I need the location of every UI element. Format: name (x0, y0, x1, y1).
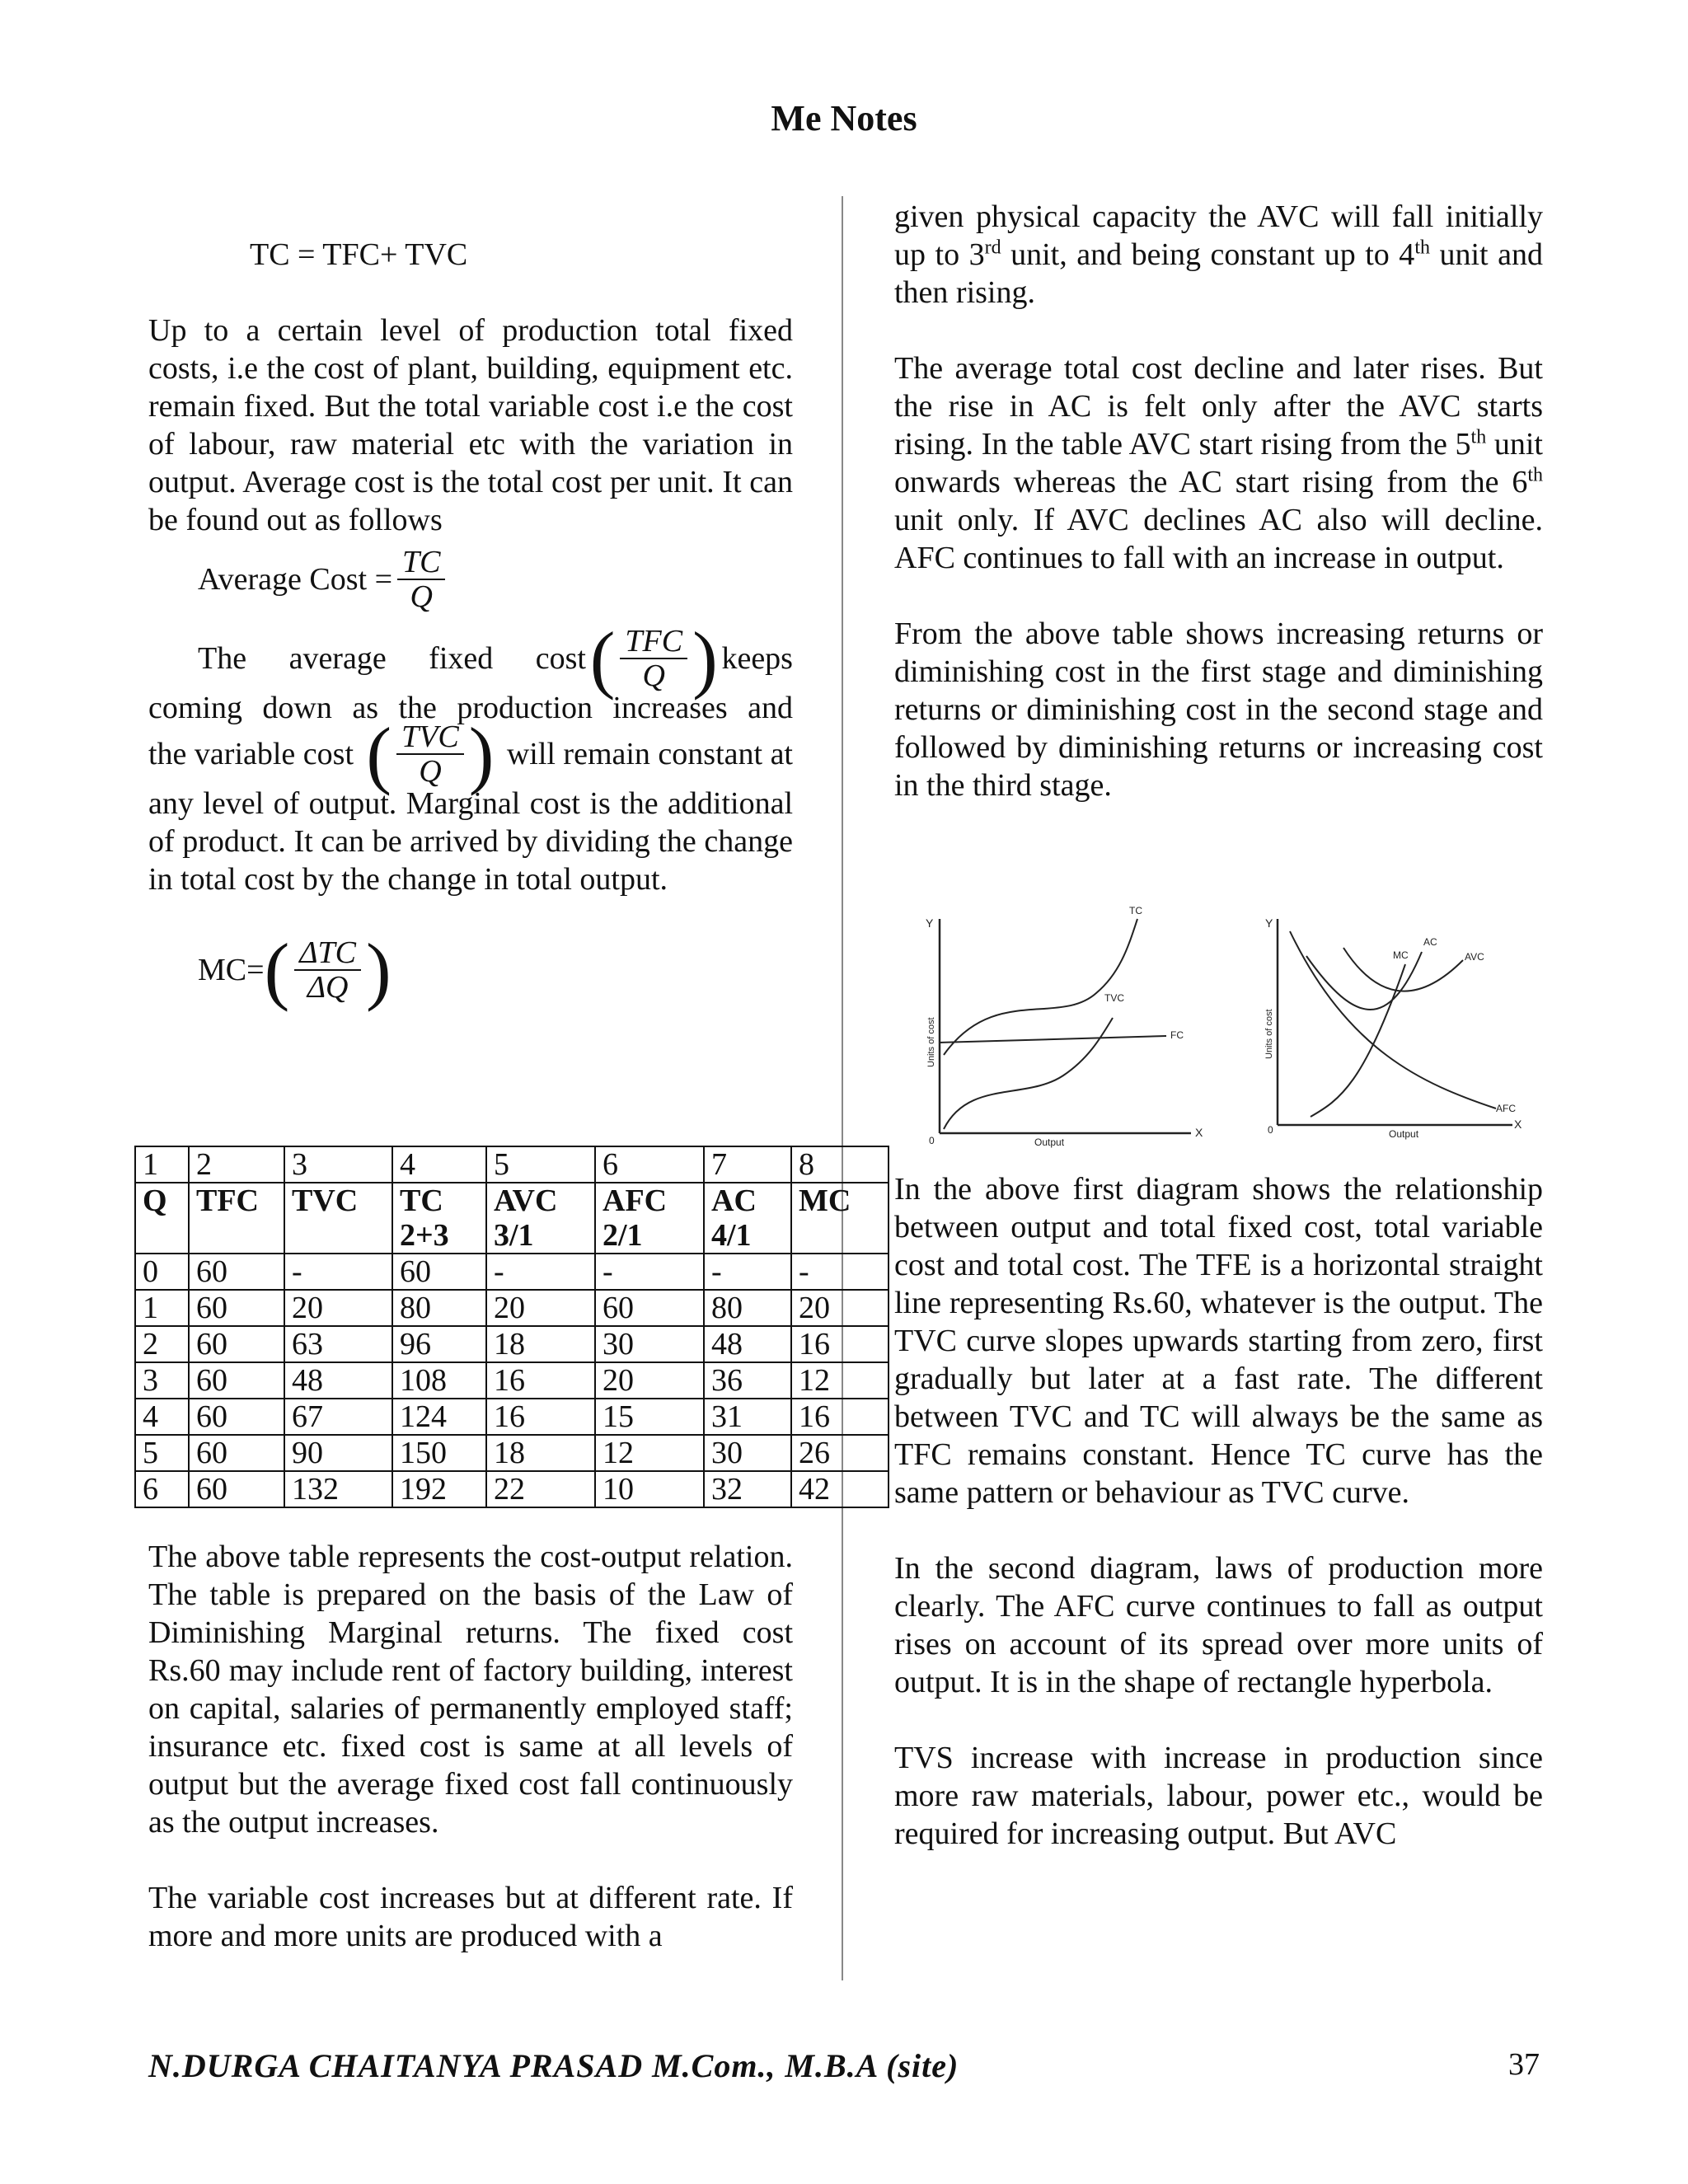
vc-fraction-group: ( $\frac{\text{TVC}}{Q}$ ) (366, 712, 495, 796)
diagram-average-costs (1264, 916, 1522, 1140)
d2-avc-label: AVC (1465, 951, 1484, 963)
table-cell: 132 (284, 1471, 392, 1507)
right-column (894, 198, 1543, 842)
table-cell: 20 (595, 1362, 704, 1399)
header-line: 2/1 (603, 1218, 643, 1253)
table-cell: 22 (486, 1471, 595, 1507)
table-cell: 5 (135, 1435, 189, 1471)
table-cell: 60 (595, 1290, 704, 1326)
table-header-cell (189, 1183, 284, 1254)
footer-author: N.DURGA CHAITANYA PRASAD M.Com., M.B.A (site) (148, 2047, 959, 2084)
mc-formula: MC= ( $\frac{\text{ΔTC}}{\Delta Q}$ ) (198, 928, 392, 1012)
mc-denominator: ΔQ (307, 970, 349, 1005)
header-line: 2+3 (400, 1218, 449, 1253)
d1-fc-label: FC (1170, 1029, 1184, 1041)
table-cell: 124 (392, 1399, 486, 1435)
paragraph-variable-cost: The variable cost increases but at different rate. If more and more units are produced with a (148, 1881, 793, 1953)
d1-y-label: Y (926, 916, 934, 930)
header-line: TC (400, 1183, 443, 1218)
mc-label: MC= (198, 953, 265, 987)
table-cell: 63 (284, 1326, 392, 1362)
table-cell: 32 (704, 1471, 791, 1507)
header-line: TVC (292, 1183, 359, 1218)
table-cell: 150 (392, 1435, 486, 1471)
table-cell: 3 (135, 1362, 189, 1399)
table-cell: 16 (486, 1399, 595, 1435)
table-cell: 60 (189, 1362, 284, 1399)
table-cell: 67 (284, 1399, 392, 1435)
table-cell: 3 (284, 1146, 392, 1183)
table-row (135, 1435, 889, 1471)
table-row (135, 1254, 889, 1290)
header-line: AFC (603, 1183, 668, 1218)
paragraph-second-diagram: In the second diagram, laws of production more clearly. The AFC curve continues to fall as output rises on account of its spread over more units of output. It is in the shape of rectangle hyperbola. (894, 1551, 1543, 1699)
table-cell: 4 (392, 1146, 486, 1183)
d2-y-label: Y (1265, 916, 1273, 930)
table-row (135, 1471, 889, 1507)
table-cell: 60 (189, 1326, 284, 1362)
d1-output-label: Output (1034, 1137, 1065, 1148)
paragraph-avc-fall: given physical capacity the AVC will fall initially up to 3rd unit, and being constant up to 4th unit and then rising. (894, 199, 1543, 310)
table-cell: 60 (189, 1399, 284, 1435)
afc-denominator: Q (642, 658, 665, 693)
table-cell: 80 (704, 1290, 791, 1326)
table-cell: 2 (135, 1326, 189, 1362)
table-cell: - (704, 1254, 791, 1290)
d2-origin: 0 (1268, 1124, 1273, 1136)
header-line: AVC (494, 1183, 558, 1218)
table-cell: 60 (189, 1435, 284, 1471)
d1-tc-curve (944, 919, 1137, 1055)
table-cell: 48 (704, 1326, 791, 1362)
vc-text: the variable cost (148, 737, 354, 771)
table-cell: - (791, 1254, 889, 1290)
left-column-bottom (148, 1538, 793, 1993)
mc-numerator: ΔTC (294, 936, 361, 971)
table-cell: 6 (135, 1471, 189, 1507)
table-cell: 108 (392, 1362, 486, 1399)
d2-x-label: X (1514, 1118, 1522, 1131)
table-header-cell (284, 1183, 392, 1254)
table-cell: 31 (704, 1399, 791, 1435)
d2-units-label: Units of cost (1264, 1009, 1274, 1059)
afc-formula-line (148, 616, 793, 701)
d1-origin: 0 (929, 1135, 935, 1146)
paragraph-fixed-costs: Up to a certain level of production total fixed costs, i.e the cost of plant, building, equipment etc. remain fixed. But the total variable cost i.e the cost of labour, raw material etc with the variation in output. Average cost is the total cost per unit. It can be found out as follows (148, 313, 793, 537)
header-line: MC (799, 1183, 851, 1218)
paragraph-table-description: The above table represents the cost-output relation. The table is prepared on the basis of the Law of Diminishing Marginal returns. The fixed cost Rs.60 may include rent of factory building, interest on capital, salaries of permanently employed staff; insurance etc. fixed cost is same at all levels of output but the average fixed cost fall continuously as the output increases. (148, 1540, 793, 1840)
table-cell: - (486, 1254, 595, 1290)
table-cell: 90 (284, 1435, 392, 1471)
table-cell: 18 (486, 1435, 595, 1471)
cost-output-table (134, 1146, 889, 1508)
table-cell: 20 (284, 1290, 392, 1326)
page-number: 37 (1508, 2047, 1540, 2082)
table-cell: 16 (791, 1399, 889, 1435)
table-row (135, 1326, 889, 1362)
table-cell: 16 (791, 1326, 889, 1362)
table-header-cell (392, 1183, 486, 1254)
d1-units-label: Units of cost (926, 1017, 936, 1067)
table-cell: 6 (595, 1146, 704, 1183)
table-header-cell (486, 1183, 595, 1254)
table-row (135, 1399, 889, 1435)
average-cost-fraction (397, 546, 445, 613)
table-cell: 5 (486, 1146, 595, 1183)
average-cost-label: Average Cost = (198, 562, 392, 597)
table-cell: 8 (791, 1146, 889, 1183)
d2-ac-label: AC (1423, 936, 1437, 948)
afc-post: keeps (721, 641, 793, 676)
table-header-cell (135, 1183, 189, 1254)
header-line: 3/1 (494, 1218, 534, 1253)
cost-curve-diagrams (919, 894, 1545, 1150)
d1-tc-label: TC (1129, 905, 1142, 916)
table-cell: 26 (791, 1435, 889, 1471)
d1-tvc-curve (944, 1018, 1113, 1129)
table-cell: - (595, 1254, 704, 1290)
page-title: Me Notes (771, 98, 917, 138)
table-header-cell (595, 1183, 704, 1254)
d1-x-label: X (1195, 1126, 1203, 1139)
table-cell: 7 (704, 1146, 791, 1183)
afc-text: The average fixed cost (198, 641, 586, 676)
d1-fc-line (940, 1036, 1166, 1043)
table-cell: 30 (704, 1435, 791, 1471)
table-cell: 20 (486, 1290, 595, 1326)
table-cell: 48 (284, 1362, 392, 1399)
paragraph-first-diagram: In the above first diagram shows the relationship between output and total fixed cost, total variable cost and total cost. The TFE is a horizontal straight line representing Rs.60, whatever is the output. The TVC curve slopes upwards starting from zero, first gradually but later at a fast rate. The different between TVC and TC will always be the same as TFC remains constant. Hence TC curve has the same pattern or behaviour as TVC curve. (894, 1172, 1543, 1510)
table-row (135, 1290, 889, 1326)
table-header-cell (704, 1183, 791, 1254)
paragraph-marginal-cost: any level of output. Marginal cost is the additional of product. It can be arrived by dividing the change in total cost by the change in total output. (148, 786, 793, 897)
table-cell: - (284, 1254, 392, 1290)
vc-numerator: TVC (396, 720, 464, 755)
table-cell: 16 (486, 1362, 595, 1399)
header-line: AC (711, 1183, 757, 1218)
right-column-bottom (894, 1170, 1543, 1891)
diagram-total-costs (926, 905, 1203, 1148)
equation-tc: TC = TFC+ TVC (250, 237, 468, 272)
table-cell: 0 (135, 1254, 189, 1290)
column-divider (842, 196, 843, 1980)
paragraph-average-total-cost: The average total cost decline and later rises. But the rise in AC is felt only after the AVC starts rising. In the table AVC start rising from the 5th unit onwards whereas the AC start rising from the 6th unit only. If AVC declines AC also will decline. AFC continues to fall with an increase in output. (894, 351, 1543, 575)
header-line: TFC (196, 1183, 259, 1218)
table-cell: 10 (595, 1471, 704, 1507)
header-line: 4/1 (711, 1218, 752, 1253)
table-cell: 42 (791, 1471, 889, 1507)
table-cell: 1 (135, 1146, 189, 1183)
table-cell: 192 (392, 1471, 486, 1507)
table-cell: 4 (135, 1399, 189, 1435)
afc-fraction-group: ( $\frac{\text{TFC}}{Q}$ ) (589, 616, 718, 701)
table-number-row (135, 1146, 889, 1183)
table-cell: 60 (189, 1471, 284, 1507)
table-cell: 60 (189, 1290, 284, 1326)
table-cell: 12 (595, 1435, 704, 1471)
d2-output-label: Output (1389, 1128, 1419, 1140)
header-line: Q (143, 1183, 167, 1218)
table-cell: 12 (791, 1362, 889, 1399)
table-cell: 60 (392, 1254, 486, 1290)
table-cell: 60 (189, 1254, 284, 1290)
table-cell: 15 (595, 1399, 704, 1435)
table-cell: 20 (791, 1290, 889, 1326)
table-cell: 80 (392, 1290, 486, 1326)
d2-afc-label: AFC (1496, 1103, 1516, 1114)
vc-post: will remain constant at (506, 737, 793, 771)
table-row (135, 1362, 889, 1399)
table-header-cell (791, 1183, 889, 1254)
left-column (148, 198, 793, 1012)
paragraph-returns-stages: From the above table shows increasing returns or diminishing cost in the first stage and diminishing returns or diminishing cost in the second stage and followed by diminishing returns or increasing cost in the third stage. (894, 616, 1543, 803)
line-coming-down: coming down as the production increases and (148, 691, 793, 725)
table-cell: 36 (704, 1362, 791, 1399)
d2-mc-label: MC (1393, 949, 1409, 961)
d1-tvc-label: TVC (1104, 992, 1124, 1004)
table-cell: 96 (392, 1326, 486, 1362)
table-cell: 2 (189, 1146, 284, 1183)
paragraph-tvs-increase: TVS increase with increase in production since more raw materials, labour, power etc., would be required for increasing output. But AVC (894, 1741, 1543, 1851)
avg-numerator: TC (397, 546, 445, 580)
table-cell: 30 (595, 1326, 704, 1362)
table-header-row (135, 1183, 889, 1254)
afc-fraction (620, 625, 687, 692)
avg-denominator: Q (410, 579, 433, 614)
vc-formula-line (148, 712, 793, 796)
table-cell: 18 (486, 1326, 595, 1362)
vc-fraction (396, 720, 464, 788)
d2-mc-curve (1311, 964, 1405, 1117)
afc-numerator: TFC (620, 625, 687, 659)
mc-fraction (294, 936, 361, 1004)
table-cell: 1 (135, 1290, 189, 1326)
vc-denominator: Q (419, 754, 442, 789)
average-cost-formula (198, 546, 793, 613)
